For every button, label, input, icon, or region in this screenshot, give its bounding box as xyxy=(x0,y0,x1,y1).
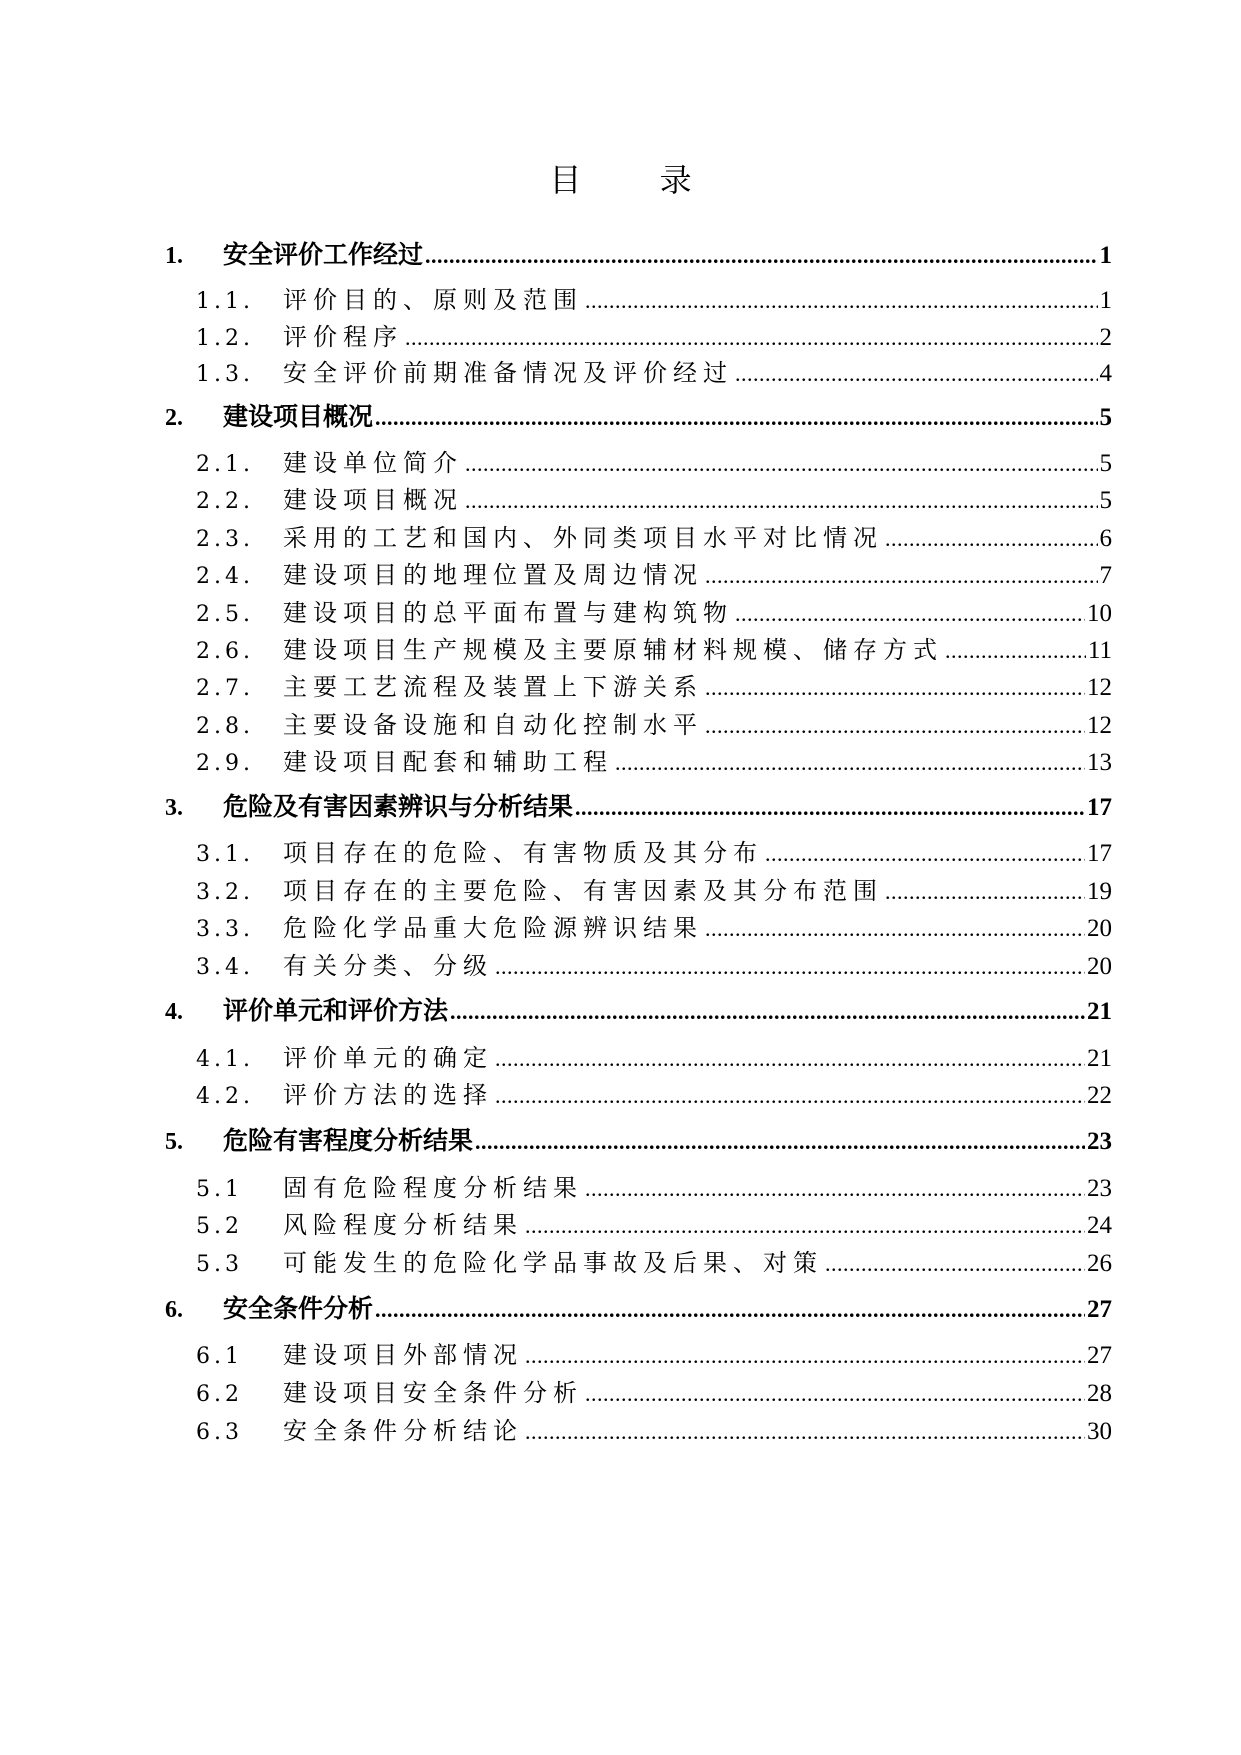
toc-dot-leader xyxy=(615,750,1085,776)
toc-page-number: 10 xyxy=(1087,600,1112,627)
toc-dot-leader xyxy=(375,1297,1085,1323)
toc-section-entry[interactable] xyxy=(196,593,1112,628)
toc-dot-leader xyxy=(705,563,1098,589)
toc-entry-number: 2.3. xyxy=(196,527,254,552)
toc-entry-number: 1.3. xyxy=(196,362,254,387)
toc-entry-number: 2.1. xyxy=(196,452,254,477)
toc-entry-number: 6.3 xyxy=(196,1420,243,1445)
toc-section-entry[interactable] xyxy=(196,280,1112,315)
toc-section-entry[interactable] xyxy=(196,667,1112,702)
toc-dot-leader xyxy=(465,451,1098,477)
toc-section-entry[interactable] xyxy=(196,518,1112,553)
toc-entry-label: 安全条件分析 xyxy=(223,1294,374,1323)
toc-page-number: 13 xyxy=(1087,749,1112,776)
toc-entry-number: 5.2 xyxy=(196,1214,243,1239)
toc-entry-number: 3.1. xyxy=(196,842,254,867)
toc-dot-leader xyxy=(735,601,1085,627)
toc-entry-number: 2.8. xyxy=(196,714,254,739)
toc-section-entry[interactable] xyxy=(196,630,1112,665)
toc-dot-leader xyxy=(525,1343,1085,1369)
toc-page-number: 17 xyxy=(1087,794,1112,821)
toc-entry-number: 4.1. xyxy=(196,1047,254,1072)
toc-section-entry[interactable] xyxy=(196,480,1112,515)
toc-entry-label: 建设项目概况 xyxy=(283,486,463,514)
toc-entry-number: 6. xyxy=(165,1297,183,1323)
toc-section-entry[interactable] xyxy=(196,555,1112,590)
toc-page-number: 27 xyxy=(1087,1296,1112,1323)
toc-page-number: 20 xyxy=(1087,953,1112,980)
toc-entry-number: 4.2. xyxy=(196,1084,254,1109)
toc-entry-number: 2.4. xyxy=(196,564,254,589)
toc-page-number: 1 xyxy=(1099,242,1112,269)
toc-dot-leader xyxy=(585,288,1098,314)
toc-page-number: 27 xyxy=(1087,1342,1112,1369)
toc-page-number: 19 xyxy=(1087,878,1112,905)
toc-entry-label: 危险化学品重大危险源辨识结果 xyxy=(283,914,703,942)
toc-entry-label: 采用的工艺和国内、外同类项目水平对比情况 xyxy=(283,524,883,552)
toc-section-entry[interactable] xyxy=(196,742,1112,777)
toc-entry-label: 项目存在的危险、有害物质及其分布 xyxy=(283,839,763,867)
toc-dot-leader xyxy=(495,954,1085,980)
toc-entry-label: 建设项目外部情况 xyxy=(283,1341,523,1369)
toc-entry-label: 评价单元的确定 xyxy=(283,1044,493,1072)
toc-section-entry[interactable] xyxy=(196,1243,1112,1278)
toc-entry-label: 评价目的、原则及范围 xyxy=(283,286,583,314)
toc-dot-leader xyxy=(525,1419,1085,1445)
toc-page-number: 22 xyxy=(1087,1082,1112,1109)
toc-entry-label: 建设单位简介 xyxy=(283,449,463,477)
toc-entry-label: 建设项目的地理位置及周边情况 xyxy=(283,561,703,589)
toc-entry-label: 危险及有害因素辨识与分析结果 xyxy=(223,792,574,821)
toc-section-entry[interactable] xyxy=(196,946,1112,981)
toc-entry-number: 4. xyxy=(165,999,183,1025)
toc-page-number: 30 xyxy=(1087,1418,1112,1445)
toc-section-entry[interactable] xyxy=(196,833,1112,868)
toc-entry-label: 安全评价工作经过 xyxy=(223,240,424,269)
toc-entry-number: 5.3 xyxy=(196,1252,243,1277)
toc-dot-leader xyxy=(585,1381,1085,1407)
toc-dot-leader xyxy=(825,1251,1085,1277)
toc-section-entry[interactable] xyxy=(196,1373,1112,1408)
toc-page-number: 12 xyxy=(1087,674,1112,701)
toc-page-number: 5 xyxy=(1099,487,1112,514)
toc-page-number: 21 xyxy=(1087,1045,1112,1072)
toc-chapter-entry[interactable] xyxy=(165,1289,1112,1325)
toc-section-entry[interactable] xyxy=(196,1038,1112,1073)
toc-section-entry[interactable] xyxy=(196,1168,1112,1203)
toc-page-number: 28 xyxy=(1087,1380,1112,1407)
toc-section-entry[interactable] xyxy=(196,1411,1112,1446)
toc-entry-label: 建设项目生产规模及主要原辅材料规模、储存方式 xyxy=(283,636,943,664)
toc-dot-leader xyxy=(375,405,1097,431)
toc-dot-leader xyxy=(735,361,1098,387)
toc-page-number: 4 xyxy=(1099,360,1112,387)
toc-entry-label: 可能发生的危险化学品事故及后果、对策 xyxy=(283,1249,823,1277)
toc-page-number: 24 xyxy=(1087,1212,1112,1239)
toc-entry-number: 3.2. xyxy=(196,880,254,905)
toc-entry-number: 1.1. xyxy=(196,289,254,314)
toc-entry-label: 建设项目配套和辅助工程 xyxy=(283,748,613,776)
toc-entry-label: 有关分类、分级 xyxy=(283,952,493,980)
toc-dot-leader xyxy=(705,675,1085,701)
toc-entry-label: 建设项目的总平面布置与建构筑物 xyxy=(283,599,733,627)
toc-section-entry[interactable] xyxy=(196,1075,1112,1110)
toc-dot-leader xyxy=(885,879,1085,905)
toc-section-entry[interactable] xyxy=(196,871,1112,906)
toc-entry-label: 安全评价前期准备情况及评价经过 xyxy=(283,359,733,387)
toc-page-number: 5 xyxy=(1099,404,1112,431)
toc-entry-label: 固有危险程度分析结果 xyxy=(283,1174,583,1202)
toc-entry-label: 主要设备设施和自动化控制水平 xyxy=(283,711,703,739)
toc-entry-number: 1.2. xyxy=(196,326,254,351)
toc-entry-number: 1. xyxy=(165,243,183,269)
toc-entry-label: 评价方法的选择 xyxy=(283,1081,493,1109)
toc-chapter-entry[interactable] xyxy=(165,787,1112,823)
toc-dot-leader xyxy=(585,1176,1085,1202)
toc-page-number: 23 xyxy=(1087,1175,1112,1202)
toc-section-entry[interactable] xyxy=(196,353,1112,388)
toc-entry-label: 安全条件分析结论 xyxy=(283,1417,523,1445)
toc-dot-leader xyxy=(765,841,1085,867)
toc-entry-number: 6.2 xyxy=(196,1382,243,1407)
toc-entry-label: 项目存在的主要危险、有害因素及其分布范围 xyxy=(283,877,883,905)
toc-dot-leader xyxy=(450,999,1085,1025)
toc-entry-number: 2.5. xyxy=(196,602,254,627)
toc-chapter-entry[interactable] xyxy=(165,235,1112,271)
toc-entry-number: 2.2. xyxy=(196,489,254,514)
toc-section-entry[interactable] xyxy=(196,317,1112,352)
toc-dot-leader xyxy=(575,795,1085,821)
toc-entry-label: 风险程度分析结果 xyxy=(283,1211,523,1239)
toc-dot-leader xyxy=(705,916,1085,942)
toc-page-number: 23 xyxy=(1087,1128,1112,1155)
toc-entry-number: 2.6. xyxy=(196,639,254,664)
toc-entry-number: 3.3. xyxy=(196,917,254,942)
toc-page-number: 5 xyxy=(1099,450,1112,477)
toc-page-number: 21 xyxy=(1087,998,1112,1025)
toc-entry-label: 评价单元和评价方法 xyxy=(223,996,449,1025)
toc-dot-leader xyxy=(495,1046,1085,1072)
toc-section-entry[interactable] xyxy=(196,908,1112,943)
toc-section-entry[interactable] xyxy=(196,443,1112,478)
toc-page-number: 17 xyxy=(1087,840,1112,867)
toc-chapter-entry[interactable] xyxy=(165,397,1112,433)
toc-entry-number: 2.9. xyxy=(196,751,254,776)
toc-page-number: 12 xyxy=(1087,712,1112,739)
toc-dot-leader xyxy=(465,488,1098,514)
toc-entry-number: 2. xyxy=(165,405,183,431)
toc-section-entry[interactable] xyxy=(196,1335,1112,1370)
toc-page-number: 20 xyxy=(1087,915,1112,942)
toc-chapter-entry[interactable] xyxy=(165,991,1112,1027)
toc-entry-number: 3.4. xyxy=(196,955,254,980)
toc-dot-leader xyxy=(475,1129,1085,1155)
toc-dot-leader xyxy=(525,1213,1085,1239)
toc-dot-leader xyxy=(945,638,1086,664)
toc-page-number: 2 xyxy=(1099,324,1112,351)
toc-entry-number: 6.1 xyxy=(196,1344,243,1369)
toc-entry-label: 建设项目概况 xyxy=(223,402,374,431)
toc-entry-number: 5. xyxy=(165,1129,183,1155)
toc-dot-leader xyxy=(425,243,1097,269)
toc-entry-number: 5.1 xyxy=(196,1177,243,1202)
toc-entry-number: 2.7. xyxy=(196,676,254,701)
toc-dot-leader xyxy=(705,713,1085,739)
toc-dot-leader xyxy=(495,1083,1085,1109)
toc-entry-label: 评价程序 xyxy=(283,323,403,351)
toc-dot-leader xyxy=(885,526,1098,552)
toc-section-entry[interactable] xyxy=(196,705,1112,740)
toc-page-number: 26 xyxy=(1087,1250,1112,1277)
toc-page-number: 6 xyxy=(1099,525,1112,552)
toc-entry-label: 建设项目安全条件分析 xyxy=(283,1379,583,1407)
toc-page-number: 1 xyxy=(1099,287,1112,314)
toc-dot-leader xyxy=(405,325,1098,351)
toc-section-entry[interactable] xyxy=(196,1205,1112,1240)
toc-chapter-entry[interactable] xyxy=(165,1121,1112,1157)
toc-page-number: 7 xyxy=(1099,562,1112,589)
toc-entry-label: 危险有害程度分析结果 xyxy=(223,1126,474,1155)
toc-entry-label: 主要工艺流程及装置上下游关系 xyxy=(283,673,703,701)
toc-page-number: 11 xyxy=(1087,637,1112,664)
page-title: 目 录 xyxy=(549,161,726,199)
toc-entry-number: 3. xyxy=(165,795,183,821)
